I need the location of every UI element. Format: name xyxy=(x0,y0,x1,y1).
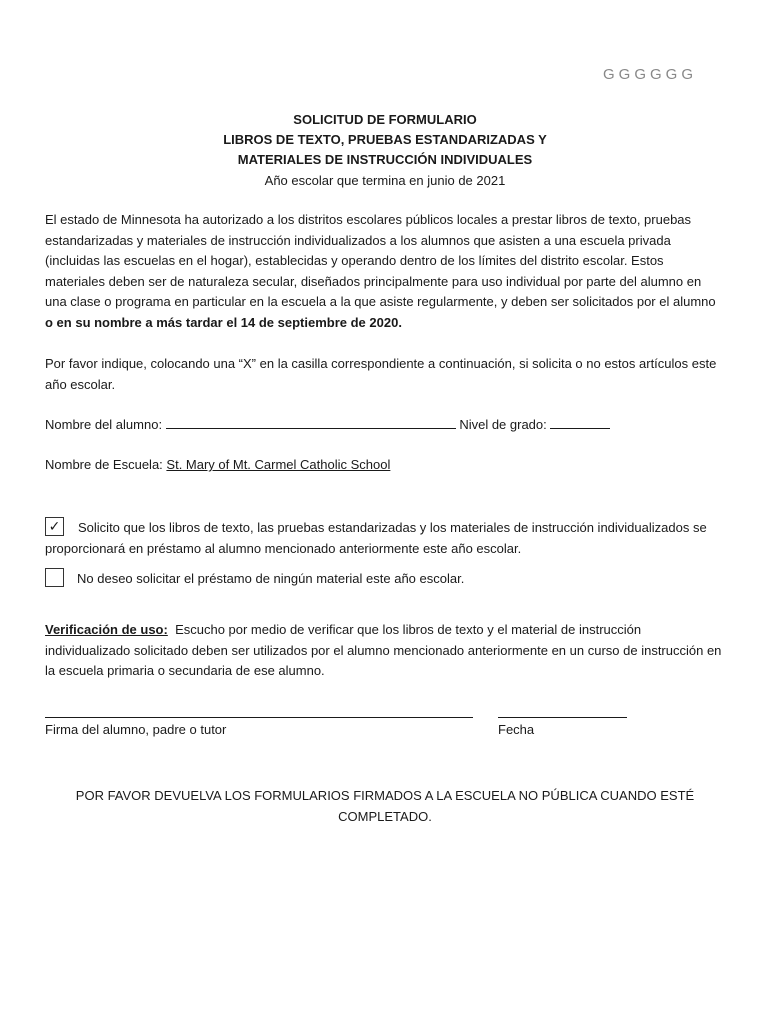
date-label: Fecha xyxy=(498,722,535,737)
form-heading xyxy=(0,110,770,192)
grade-field[interactable] xyxy=(550,416,610,429)
document-id-code: GGGGGG xyxy=(602,66,697,83)
request-checkbox[interactable]: ✓ xyxy=(45,517,64,536)
grade-label: Nivel de grado: xyxy=(459,417,547,432)
intro-text: El estado de Minnesota ha autorizado a los distritos escolares públicos locales a prestar libros de texto, pruebas estandarizadas y materiales de instrucción individualizados a los alumnos que asisten a una escuela privada (incluidas las escuelas en el hogar), establecidas y operando dentro de los límites del distrito escolar. Estos materiales deben ser de naturaleza secular, diseñados principalmente para uso individual por parte del alumno en una clase o programa en particular en la escuela a la que asiste regularmente, y deben ser solicitados por el alumno xyxy=(45,212,716,310)
verification-label: Verificación de uso: xyxy=(45,622,168,637)
school-name-row xyxy=(45,457,390,472)
signature-label: Firma del alumno, padre o tutor xyxy=(45,722,227,737)
signature-line[interactable] xyxy=(45,717,473,718)
title-line-3: MATERIALES DE INSTRUCCIÓN INDIVIDUALES xyxy=(237,152,533,167)
verification-text: Escucho por medio de verificar que los libros de texto y el material de instrucción individualizado solicitado deben ser utilizados por el alumno mencionado anteriormente en un curso de instrucción en la escuela primaria o secundaria de ese alumno. xyxy=(45,622,722,679)
option-decline-materials xyxy=(45,568,735,589)
decline-checkbox[interactable] xyxy=(45,568,64,587)
title-line-1: SOLICITUD DE FORMULARIO xyxy=(293,112,477,127)
decline-option-text: No deseo solicitar el préstamo de ningún material este año escolar. xyxy=(77,571,465,586)
intro-paragraph xyxy=(45,210,725,334)
date-line[interactable] xyxy=(498,717,627,718)
title-line-2: LIBROS DE TEXTO, PRUEBAS ESTANDARIZADAS Y xyxy=(223,132,547,147)
student-name-label: Nombre del alumno: xyxy=(45,417,163,432)
student-name-row xyxy=(45,416,610,432)
request-option-text: Solicito que los libros de texto, las pruebas estandarizadas y los materiales de instrucción individualizados se proporcionará en préstamo al alumno mencionado anteriormente este año escolar. xyxy=(45,520,707,556)
instruction-paragraph: Por favor indique, colocando una “X” en la casilla correspondiente a continuación, si solicita o no estos artículos este año escolar. xyxy=(45,356,717,392)
student-name-field[interactable] xyxy=(166,416,456,429)
option-request-materials xyxy=(45,517,735,559)
school-year-subtitle: Año escolar que termina en junio de 2021 xyxy=(264,173,506,188)
school-name-value: St. Mary of Mt. Carmel Catholic School xyxy=(166,457,391,472)
school-label: Nombre de Escuela: xyxy=(45,457,163,472)
return-instructions: POR FAVOR DEVUELVA LOS FORMULARIOS FIRMADOS A LA ESCUELA NO PÚBLICA CUANDO ESTÉ COMPLETADO. xyxy=(75,788,695,824)
verification-paragraph xyxy=(45,620,725,682)
intro-deadline: o en su nombre a más tardar el 14 de septiembre de 2020. xyxy=(45,314,402,330)
